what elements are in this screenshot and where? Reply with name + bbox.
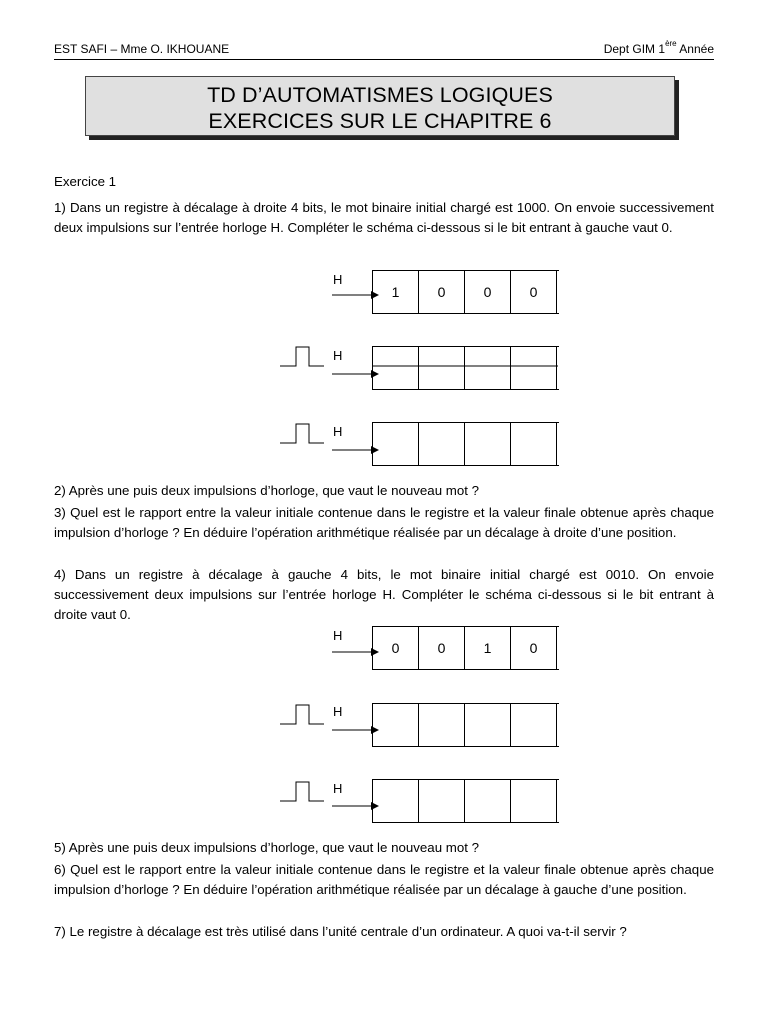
- question-6: 6) Quel est le rapport entre la valeur initiale contenue dans le registre et la valeur finale obtenue après chaque impulsion d’horloge ? En déduire l’opération arithmétique réalisée par un décalage à gauche d’une position.: [54, 862, 714, 897]
- question-4: 4) Dans un registre à décalage à gauche 4 bits, le mot binaire initial chargé est 0010. On envoie successivement deux impulsions sur l’entrée horloge H. Compléter le schéma ci-dessous si le bit entrant à droite vaut 0.: [54, 567, 714, 622]
- pulse-icon: [280, 705, 324, 724]
- clock-label: H: [333, 424, 343, 439]
- register-cell: 0: [419, 627, 465, 669]
- pulse-icon: [280, 424, 324, 443]
- header-left: EST SAFI – Mme O. IKHOUANE: [54, 42, 230, 56]
- clock-label: H: [333, 704, 343, 719]
- header-right-prefix: Dept GIM 1: [603, 42, 666, 56]
- pulse-icon: [280, 347, 324, 366]
- exercise-heading: Exercice 1: [54, 174, 117, 189]
- register-cell: 0: [465, 271, 511, 313]
- title-line-2: EXERCICES SUR LE CHAPITRE 6: [208, 109, 552, 133]
- question-7: 7) Le registre à décalage est très utilisé dans l’unité centrale d’un ordinateur. A quoi va-t-il servir ?: [54, 924, 627, 939]
- clock-label: H: [333, 628, 343, 643]
- register-cell: 1: [373, 271, 419, 313]
- register-cell: 1: [465, 627, 511, 669]
- register-cell: 0: [511, 271, 557, 313]
- register-cell: 0: [373, 627, 419, 669]
- register-cell: 0: [419, 271, 465, 313]
- clock-label: H: [333, 348, 343, 363]
- title-line-1: TD D’AUTOMATISMES LOGIQUES: [207, 83, 553, 107]
- header-right-suffix: Année: [676, 42, 714, 56]
- question-5: 5) Après une puis deux impulsions d’horloge, que vaut le nouveau mot ?: [54, 840, 480, 855]
- pulse-icon: [280, 782, 324, 801]
- question-1: 1) Dans un registre à décalage à droite 4 bits, le mot binaire initial chargé est 1000. On envoie successivement deux impulsions sur l’entrée horloge H. Compléter le schéma ci-dessous si le bit entrant à gauche vaut 0.: [54, 200, 714, 235]
- clock-label: H: [333, 272, 343, 287]
- question-3: 3) Quel est le rapport entre la valeur initiale contenue dans le registre et la valeur finale obtenue après chaque impulsion d’horloge ? En déduire l’opération arithmétique réalisée par un décalage à droite d’une position.: [54, 505, 714, 540]
- question-2: 2) Après une puis deux impulsions d’horloge, que vaut le nouveau mot ?: [54, 483, 480, 498]
- header-right-sup: ère: [665, 39, 677, 48]
- clock-label: H: [333, 781, 343, 796]
- register-cell: 0: [511, 627, 557, 669]
